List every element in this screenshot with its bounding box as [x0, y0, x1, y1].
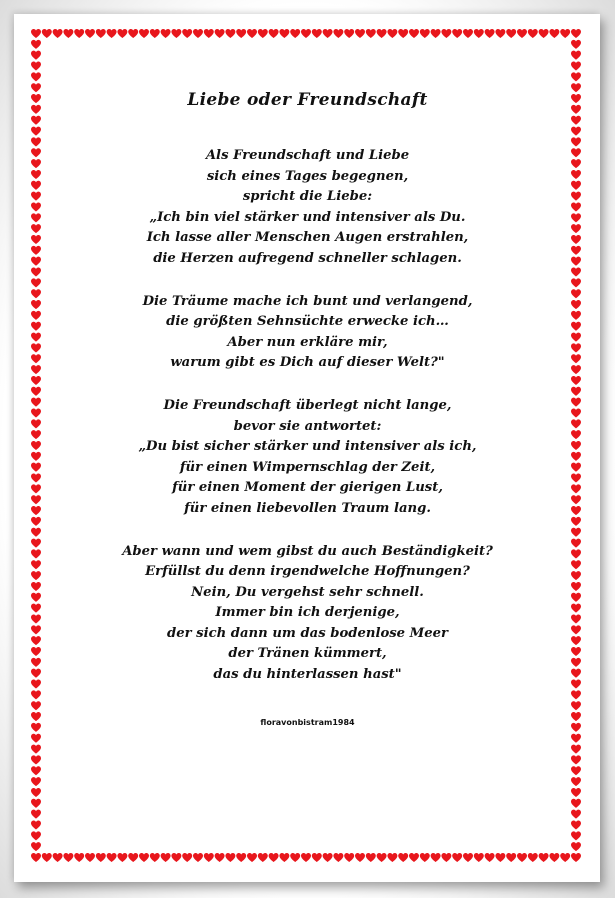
poem-line: sich eines Tages begegnen, — [206, 168, 409, 184]
poem-line: Aber nun erkläre mir, — [227, 334, 388, 350]
poem-line: Nein, Du vergehst sehr schnell. — [191, 584, 424, 600]
poem-content — [60, 90, 555, 727]
poem-line: der sich dann um das bodenlose Meer — [167, 625, 448, 641]
poem-line: Immer bin ich derjenige, — [215, 605, 400, 621]
poem-line: für einen Wimpernschlag der Zeit, — [179, 459, 436, 475]
poem-line: Als Freundschaft und Liebe — [205, 148, 410, 163]
poem-line: die Herzen aufregend schneller schlagen. — [153, 250, 462, 266]
poem-line: warum gibt es Dich auf dieser Welt?" — [170, 355, 445, 371]
poem-line: Die Träume mache ich bunt und verlangend, — [142, 293, 473, 309]
stanza-1 — [60, 146, 555, 270]
poem-line: „Du bist sicher stärker und intensiver als ich, — [138, 439, 477, 455]
poem-line: spricht die Liebe: — [242, 189, 373, 205]
poem-line: das du hinterlassen hast" — [213, 667, 402, 683]
stanza-3 — [60, 396, 555, 520]
poem-line: bevor sie antwortet: — [233, 418, 382, 434]
poem-line: Erfüllst du denn irgendwelche Hoffnungen? — [145, 564, 470, 580]
poem-line: für einen liebevollen Traum lang. — [184, 500, 431, 516]
poem-line: Aber wann und wem gibst du auch Beständigkeit? — [122, 543, 493, 559]
signature: floravonbistram1984 — [260, 717, 355, 727]
poem-title: Liebe oder Freundschaft — [187, 90, 428, 110]
poem-line: Ich lasse aller Menschen Augen erstrahlen, — [146, 230, 469, 246]
poem-line: der Tränen kümmert, — [228, 646, 387, 662]
stanza-2 — [60, 292, 555, 374]
poem-line: „Ich bin viel stärker und intensiver als Du. — [149, 209, 466, 225]
poem-line: für einen Moment der gierigen Lust, — [172, 480, 443, 496]
poem-line: die größten Sehnsüchte erwecke ich… — [166, 314, 449, 330]
stanza-4 — [60, 542, 555, 686]
poem-line: Die Freundschaft überlegt nicht lange, — [163, 397, 452, 413]
